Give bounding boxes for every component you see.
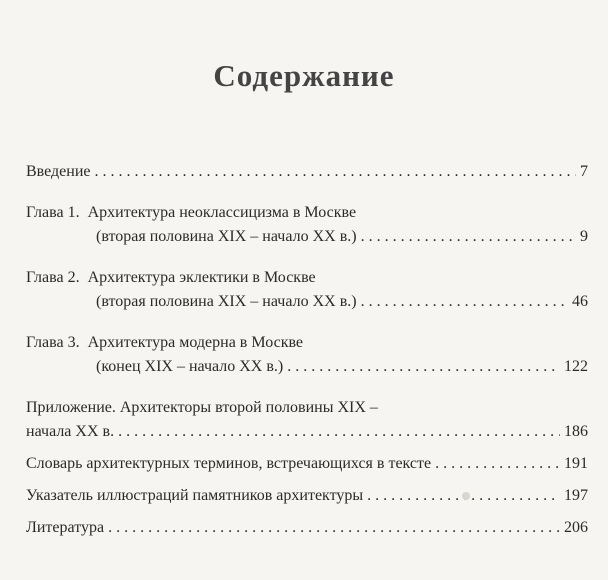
toc-line [26, 266, 588, 290]
dot-leader [435, 452, 560, 476]
dot-leader [287, 355, 560, 379]
dot-leader [108, 516, 560, 540]
dot-leader [361, 290, 568, 314]
toc-list [26, 160, 588, 557]
toc-entry-subtitle: начала XX в. [26, 423, 115, 440]
toc-page-number: 191 [564, 455, 588, 472]
toc-page-number: 197 [564, 487, 588, 504]
toc-entry-title: Указатель иллюстраций памятников архитектуры [26, 487, 364, 504]
toc-line [26, 201, 588, 225]
toc-chapter-label: Глава 1. [26, 204, 80, 221]
toc-line [26, 516, 588, 540]
toc-page-number: 186 [564, 423, 588, 440]
paper-blemish [462, 492, 470, 500]
toc-line [26, 160, 588, 184]
toc-chapter-label: Глава 3. [26, 334, 80, 351]
toc-line [26, 331, 588, 355]
toc-entry-title: Литература [26, 519, 105, 536]
toc-entry-title: Архитектура неоклассицизма в Москве [87, 204, 357, 221]
toc-entry-subtitle: (вторая половина XIX – начало XX в.) [96, 228, 357, 245]
toc-line [26, 452, 588, 476]
toc-entry-subtitle: (конец XIX – начало XX в.) [96, 358, 284, 375]
toc-entry-glossary [26, 452, 588, 476]
toc-entry-introduction [26, 160, 588, 184]
toc-page-number: 9 [580, 228, 588, 245]
toc-entry-title: Архитектура модерна в Москве [87, 334, 304, 351]
toc-entry-chapter-2 [26, 266, 588, 314]
toc-page-number: 206 [564, 519, 588, 536]
dot-leader [361, 225, 576, 249]
toc-entry-bibliography [26, 516, 588, 540]
toc-entry-appendix [26, 396, 588, 444]
toc-entry-title: Словарь архитектурных терминов, встречающихся в тексте [26, 455, 432, 472]
toc-entry-subtitle: (вторая половина XIX – начало XX в.) [96, 293, 357, 310]
toc-entry-chapter-3 [26, 331, 588, 379]
toc-page-number: 7 [580, 163, 588, 180]
toc-line [26, 290, 588, 314]
toc-chapter-label: Глава 2. [26, 269, 80, 286]
dot-leader [95, 160, 577, 184]
toc-line [26, 420, 588, 444]
toc-page-number: 46 [572, 293, 588, 310]
toc-line [26, 396, 588, 420]
toc-line [26, 355, 588, 379]
toc-entry-illustrations-index [26, 484, 588, 508]
toc-entry-title: Введение [26, 163, 91, 180]
toc-entry-title: Приложение. Архитекторы второй половины XIX – [26, 399, 378, 416]
toc-line [26, 225, 588, 249]
page-title: Содержание [213, 58, 395, 93]
toc-page-number: 122 [564, 358, 588, 375]
dot-leader [118, 420, 560, 444]
toc-entry-title: Архитектура эклектики в Москве [87, 269, 316, 286]
toc-entry-chapter-1 [26, 201, 588, 249]
toc-line [26, 484, 588, 508]
